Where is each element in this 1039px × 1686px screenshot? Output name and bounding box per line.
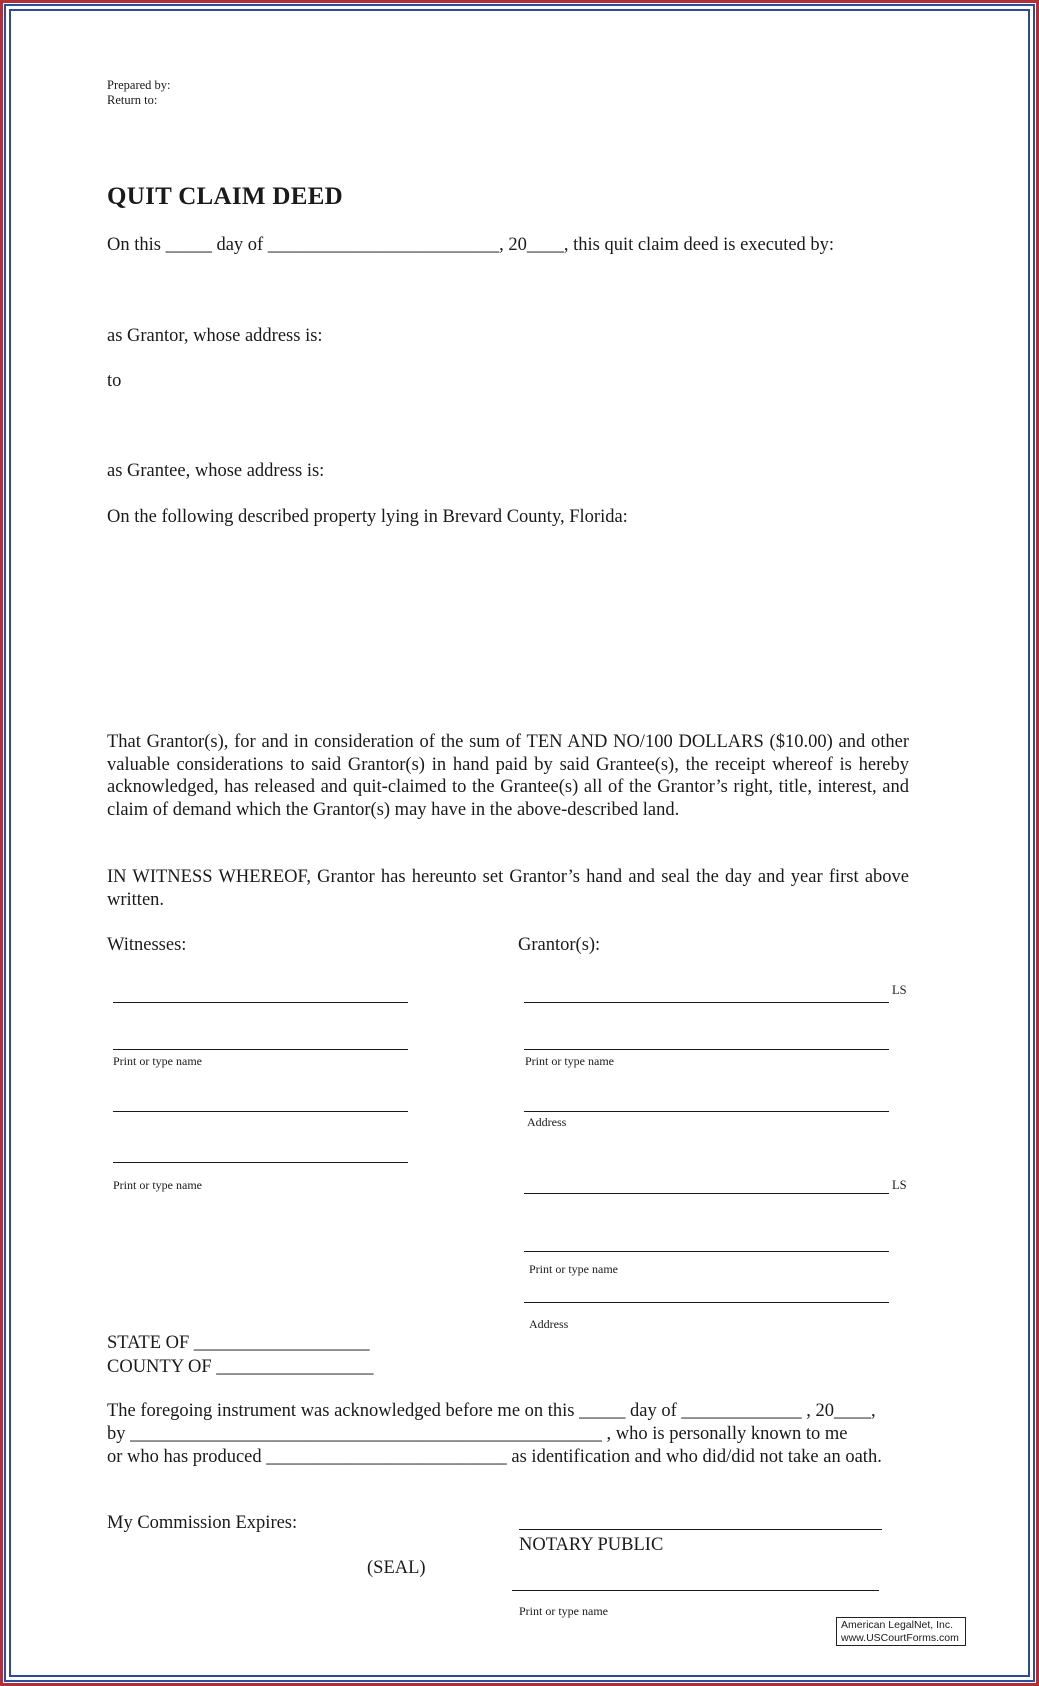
- acknowledgment-line-3: or who has produced __________________________ as identification and who did/did not take an oath.: [107, 1447, 882, 1467]
- grantor-2-ls-label: LS: [892, 1178, 907, 1192]
- witness-paragraph: IN WITNESS WHEREOF, Grantor has hereunto set Grantor’s hand and seal the day and year first above written.: [107, 867, 909, 910]
- publisher-stamp: [836, 1617, 966, 1646]
- seal-label: (SEAL): [367, 1558, 426, 1578]
- witness-2-name-line: [113, 1162, 408, 1163]
- witness-1-name-line: [113, 1049, 408, 1050]
- witness-2-signature-line: [113, 1111, 408, 1112]
- to-label: to: [107, 371, 122, 391]
- grantor-1-address-line: [524, 1111, 889, 1112]
- return-to-label: Return to:: [107, 93, 158, 107]
- witness-1-signature-line: [113, 1002, 408, 1003]
- grantor-1-ls-label: LS: [892, 983, 907, 997]
- notary-signature-line: [519, 1529, 882, 1530]
- grantor-1-name-line: [524, 1049, 889, 1050]
- grantor-2-signature-line: [524, 1193, 889, 1194]
- grantor-2-address-label: Address: [529, 1317, 569, 1331]
- grantor-1-address-label: Address: [527, 1115, 567, 1129]
- grantor-2-name-line: [524, 1251, 889, 1252]
- property-description-label: On the following described property lying in Brevard County, Florida:: [107, 507, 628, 527]
- document-title: QUIT CLAIM DEED: [107, 183, 344, 210]
- county-of-line: COUNTY OF _________________: [107, 1357, 374, 1377]
- witness-1-print-name-label: Print or type name: [113, 1054, 202, 1068]
- witnesses-heading: Witnesses:: [107, 935, 187, 955]
- notary-public-label: NOTARY PUBLIC: [519, 1535, 664, 1555]
- witness-2-print-name-label: Print or type name: [113, 1178, 202, 1192]
- grantor-2-address-line: [524, 1302, 889, 1303]
- commission-expires-label: My Commission Expires:: [107, 1513, 298, 1533]
- grantor-address-label: as Grantor, whose address is:: [107, 326, 323, 346]
- acknowledgment-line-1: The foregoing instrument was acknowledged before me on this _____ day of _____________ , 20____,: [107, 1401, 876, 1421]
- notary-print-name-label: Print or type name: [519, 1604, 608, 1618]
- notary-name-line: [512, 1590, 879, 1591]
- execution-date-line: On this _____ day of _________________________, 20____, this quit claim deed is executed by:: [107, 235, 835, 255]
- publisher-name: American LegalNet, Inc.: [841, 1619, 954, 1631]
- grantor-2-print-name-label: Print or type name: [529, 1262, 618, 1276]
- consideration-paragraph: That Grantor(s), for and in consideration of the sum of TEN AND NO/100 DOLLARS ($10.00) and other valuable considerations to said Grantor(s) in hand paid by said Grantee(s), the receipt whereof is hereby acknowledged, has released and quit-claimed to the Grantee(s) all of the Grantor’s right, title, interest, and claim of demand which the Grantor(s) may have in the above-described land.: [107, 732, 909, 820]
- acknowledgment-line-2: by ___________________________________________________ , who is personally known to me: [107, 1424, 848, 1444]
- grantor-1-print-name-label: Print or type name: [525, 1054, 614, 1068]
- state-of-line: STATE OF ___________________: [107, 1333, 370, 1353]
- grantors-heading: Grantor(s):: [518, 935, 601, 955]
- grantee-address-label: as Grantee, whose address is:: [107, 461, 325, 481]
- prepared-by-label: Prepared by:: [107, 78, 171, 92]
- publisher-url: www.USCourtForms.com: [841, 1632, 959, 1644]
- grantor-1-signature-line: [524, 1002, 889, 1003]
